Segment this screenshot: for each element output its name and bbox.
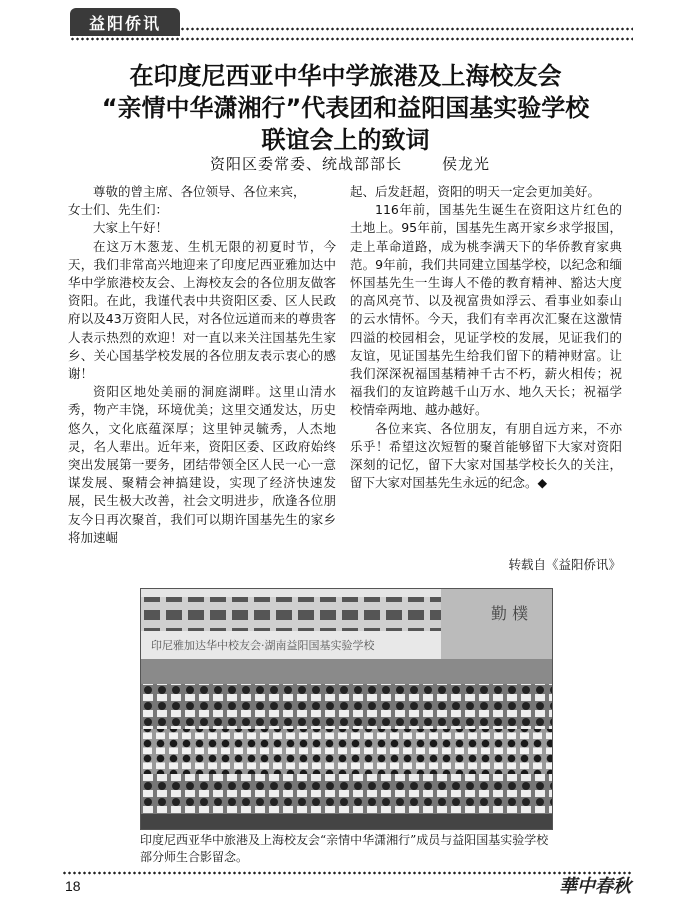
paragraph-history: 116年前，国基先生诞生在资阳这片红色的土地上。95年前，国基先生离开家乡求学报国，走上革命道路，成为桃李满天下的华侨教育家典范。9年前，我们共同建立国基学校，以纪念和缅怀国基先生一生诲人不倦的教育精神、豁达大度的高风亮节、以及视富贵如浮云、看事业如泰山的云水情怀。今天，我们有幸再次汇聚在这激情四溢的校园相会，见证学校的发展，见证我们的友谊，见证国基先生给我们留下的精神财富。让我们深深祝福国基精神千古不朽，薪火相传；祝福我们的友谊跨越千山万水、地久天长；祝福学校情牵两地、越办越好。 <box>350 202 622 418</box>
left-column <box>68 183 336 547</box>
title-line-3: 联谊会上的致词 <box>261 126 430 154</box>
title-line-1: 在印度尼西亚中华中学旅港及上海校友会 <box>129 62 562 90</box>
paragraph-welcome: 在这万木葱茏、生机无限的初夏时节，今天，我们非常高兴地迎来了印度尼西亚雅加达中华中学旅港校友会、上海校友会的各位朋友做客资阳。在此，我谨代表中共资阳区委、区人民政府以及43万资阳人民，对各位远道而来的尊贵客人表示热烈的欢迎！对一直以来关注国基先生家乡、关心国基学校发展的各位朋友表示衷心的感谢！ <box>68 238 336 382</box>
source-note: 转载自《益阳侨讯》 <box>508 557 621 572</box>
header-dotted-rule <box>180 26 633 32</box>
magazine-logo: 華中春秋 <box>559 876 631 897</box>
byline-author: 侯龙光 <box>442 155 491 173</box>
banner-text: 印尼雅加达华中校友会·湖南益阳国基实验学校 <box>151 639 375 652</box>
footer-dotted-rule <box>62 870 633 876</box>
salutation-line-1: 尊敬的曾主席、各位领导、各位来宾， <box>93 184 306 199</box>
right-column <box>350 183 622 492</box>
section-tag-label: 益阳侨讯 <box>88 13 161 33</box>
header-dotted-rule-lower <box>70 36 633 42</box>
building-sign: 勤 樸 <box>491 604 529 623</box>
paragraph-closing: 各位来宾、各位朋友，有朋自远方来，不亦乐乎！希望这次短暂的聚首能够留下大家对资阳深刻的记忆，留下大家对国基学校长久的关注，留下大家对国基先生永远的纪念。◆ <box>350 420 622 491</box>
page-number: 18 <box>65 878 81 894</box>
greeting: 大家上午好！ <box>93 220 169 236</box>
title-line-2: “亲情中华潇湘行”代表团和益阳国基实验学校 <box>101 94 590 122</box>
paragraph-ziyang: 资阳区地处美丽的洞庭湖畔。这里山清水秀，物产丰饶，环境优美；这里交通发达，历史悠久，文化底蕴深厚；这里钟灵毓秀，人杰地灵，名人辈出。近年来，资阳区委、区政府始终突出发展第一要务，团结带领全区人民一心一意谋发展、聚精会神搞建设，实现了经济快速发展，民生极大改善，社会文明进步，欣逢各位朋友今日再次聚首，我们可以期许国基先生的家乡将加速崛 <box>68 384 336 545</box>
section-tag <box>70 8 180 36</box>
group-photo <box>140 588 553 830</box>
byline-position: 资阳区委常委、统战部部长 <box>209 155 402 173</box>
paragraph-continuation: 起、后发赶超，资阳的明天一定会更加美好。 <box>350 184 601 199</box>
photo-caption: 印度尼西亚华中旅港及上海校友会“亲情中华潇湘行”成员与益阳国基实验学校部分师生合影留念。 <box>140 833 549 864</box>
salutation-line-2: 女士们、先生们： <box>68 202 169 218</box>
byline <box>110 153 590 174</box>
